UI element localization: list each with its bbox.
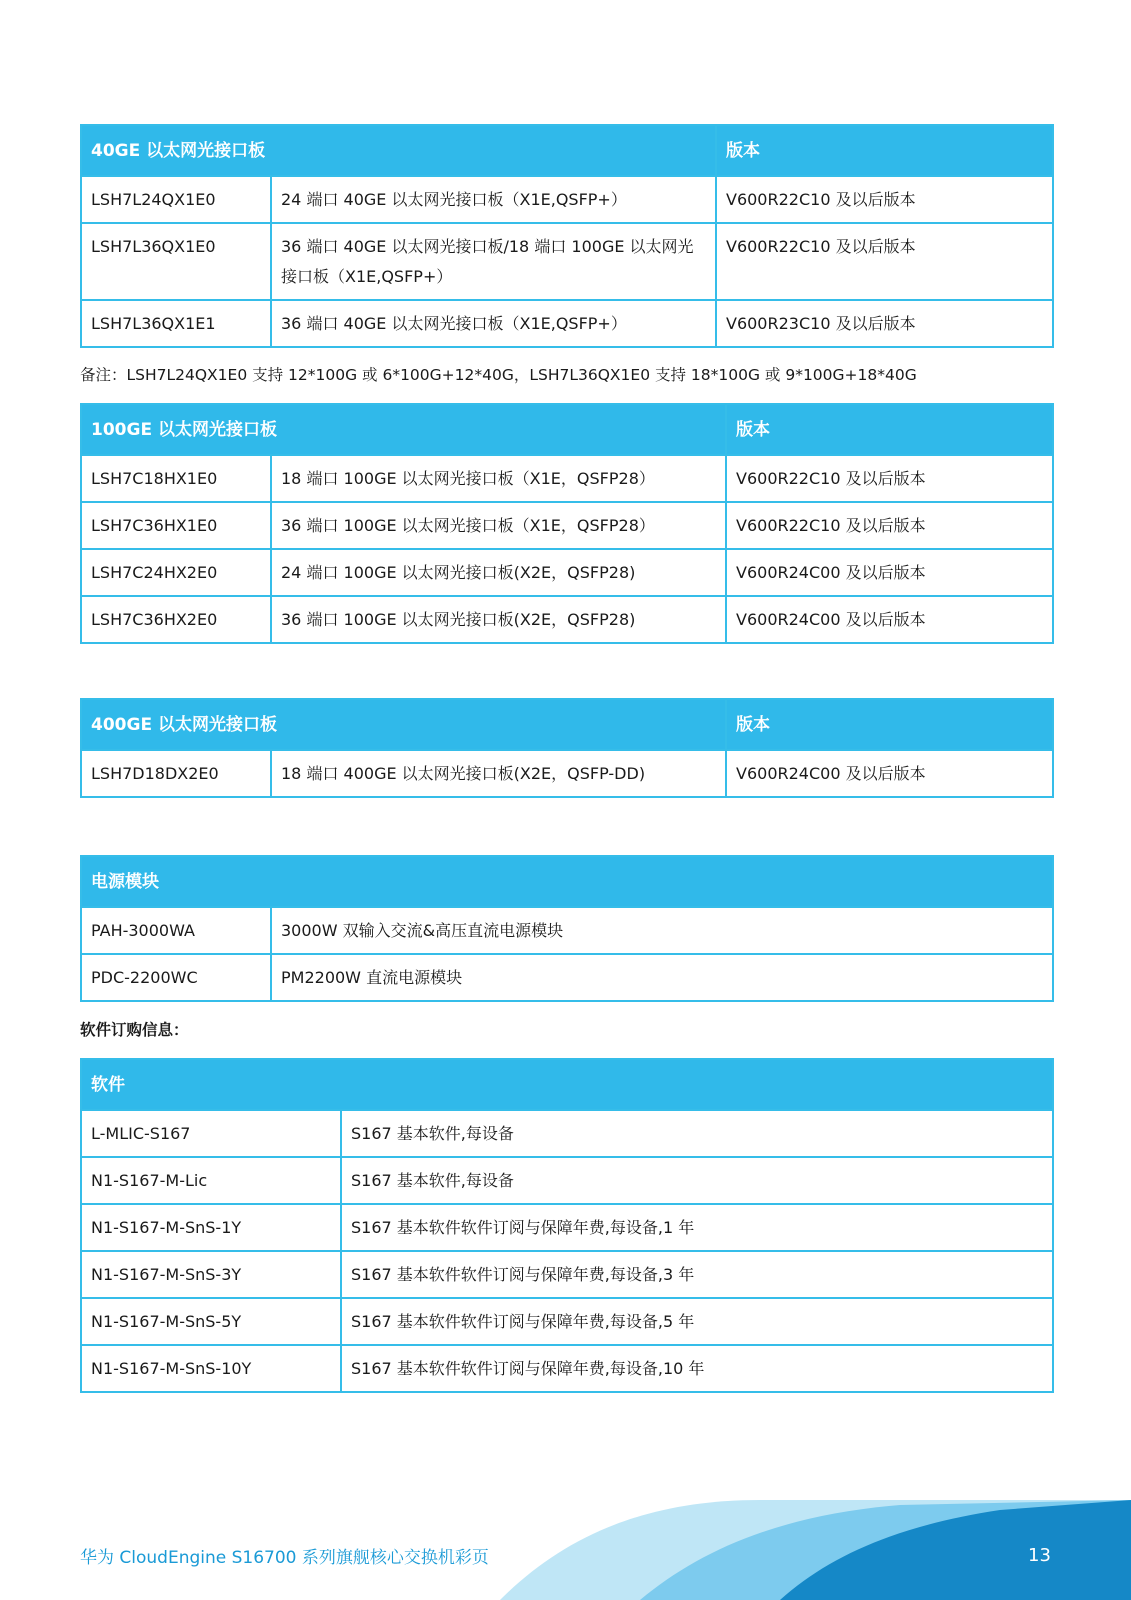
model-cell: L-MLIC-S167 [81, 1110, 341, 1157]
table-row [81, 1110, 1053, 1157]
table-row [81, 954, 1053, 1001]
table-row [81, 1298, 1053, 1345]
desc-cell: S167 基本软件软件订阅与保障年费,每设备,3 年 [341, 1251, 1053, 1298]
table-row [81, 223, 1053, 300]
desc-cell: S167 基本软件,每设备 [341, 1110, 1053, 1157]
desc-cell: S167 基本软件软件订阅与保障年费,每设备,10 年 [341, 1345, 1053, 1392]
model-cell: N1-S167-M-SnS-10Y [81, 1345, 341, 1392]
table-row [81, 502, 1053, 549]
table-400ge-boards [80, 698, 1054, 798]
table-header [81, 1059, 1053, 1110]
table-row [81, 596, 1053, 643]
desc-cell: 18 端口 100GE 以太网光接口板（X1E，QSFP28） [271, 455, 726, 502]
model-cell: PDC-2200WC [81, 954, 271, 1001]
version-cell: V600R24C00 及以后版本 [726, 596, 1053, 643]
desc-cell: 3000W 双输入交流&高压直流电源模块 [271, 907, 1053, 954]
model-cell: LSH7L36QX1E0 [81, 223, 271, 300]
version-cell: V600R22C10 及以后版本 [716, 223, 1053, 300]
page-number: 13 [1028, 1545, 1051, 1566]
table-header [81, 856, 1053, 907]
header-title: 40GE 以太网光接口板 [81, 125, 716, 176]
table-row [81, 1204, 1053, 1251]
model-cell: LSH7C18HX1E0 [81, 455, 271, 502]
header-version: 版本 [716, 125, 1053, 176]
model-cell: LSH7L36QX1E1 [81, 300, 271, 347]
model-cell: LSH7C24HX2E0 [81, 549, 271, 596]
table-header [81, 699, 1053, 750]
table-row [81, 300, 1053, 347]
header-version: 版本 [726, 404, 1053, 455]
model-cell: LSH7D18DX2E0 [81, 750, 271, 797]
software-section-label: 软件订购信息： [80, 1021, 189, 1039]
desc-cell: 36 端口 40GE 以太网光接口板/18 端口 100GE 以太网光接口板（X1E,QSFP+） [271, 223, 716, 300]
version-cell: V600R22C10 及以后版本 [726, 502, 1053, 549]
table-row [81, 455, 1053, 502]
table-header [81, 404, 1053, 455]
model-cell: PAH-3000WA [81, 907, 271, 954]
model-cell: LSH7C36HX2E0 [81, 596, 271, 643]
desc-cell: S167 基本软件软件订阅与保障年费,每设备,5 年 [341, 1298, 1053, 1345]
table-100ge-boards [80, 403, 1054, 644]
remark-note: 备注：LSH7L24QX1E0 支持 12*100G 或 6*100G+12*40G，LSH7L36QX1E0 支持 18*100G 或 9*100G+18*40G [80, 366, 917, 384]
header-title: 电源模块 [81, 856, 1053, 907]
header-version: 版本 [726, 699, 1053, 750]
table-row [81, 549, 1053, 596]
model-cell: LSH7C36HX1E0 [81, 502, 271, 549]
version-cell: V600R24C00 及以后版本 [726, 750, 1053, 797]
table-row [81, 750, 1053, 797]
model-cell: N1-S167-M-SnS-3Y [81, 1251, 341, 1298]
table-row [81, 1251, 1053, 1298]
model-cell: N1-S167-M-SnS-1Y [81, 1204, 341, 1251]
version-cell: V600R22C10 及以后版本 [716, 176, 1053, 223]
version-cell: V600R23C10 及以后版本 [716, 300, 1053, 347]
table-row [81, 907, 1053, 954]
desc-cell: S167 基本软件,每设备 [341, 1157, 1053, 1204]
table-row [81, 176, 1053, 223]
header-title: 400GE 以太网光接口板 [81, 699, 726, 750]
desc-cell: 18 端口 400GE 以太网光接口板(X2E，QSFP-DD) [271, 750, 726, 797]
desc-cell: 24 端口 100GE 以太网光接口板(X2E，QSFP28) [271, 549, 726, 596]
model-cell: N1-S167-M-SnS-5Y [81, 1298, 341, 1345]
table-software [80, 1058, 1054, 1393]
header-title: 100GE 以太网光接口板 [81, 404, 726, 455]
model-cell: LSH7L24QX1E0 [81, 176, 271, 223]
header-title: 软件 [81, 1059, 1053, 1110]
desc-cell: PM2200W 直流电源模块 [271, 954, 1053, 1001]
desc-cell: 24 端口 40GE 以太网光接口板（X1E,QSFP+） [271, 176, 716, 223]
table-power-modules [80, 855, 1054, 1002]
desc-cell: 36 端口 100GE 以太网光接口板（X1E，QSFP28） [271, 502, 726, 549]
version-cell: V600R24C00 及以后版本 [726, 549, 1053, 596]
table-row [81, 1345, 1053, 1392]
table-40ge-boards [80, 124, 1054, 348]
footer-title: 华为 CloudEngine S16700 系列旗舰核心交换机彩页 [80, 1548, 489, 1568]
desc-cell: S167 基本软件软件订阅与保障年费,每设备,1 年 [341, 1204, 1053, 1251]
desc-cell: 36 端口 40GE 以太网光接口板（X1E,QSFP+） [271, 300, 716, 347]
table-row [81, 1157, 1053, 1204]
desc-cell: 36 端口 100GE 以太网光接口板(X2E，QSFP28) [271, 596, 726, 643]
table-header [81, 125, 1053, 176]
version-cell: V600R22C10 及以后版本 [726, 455, 1053, 502]
model-cell: N1-S167-M-Lic [81, 1157, 341, 1204]
